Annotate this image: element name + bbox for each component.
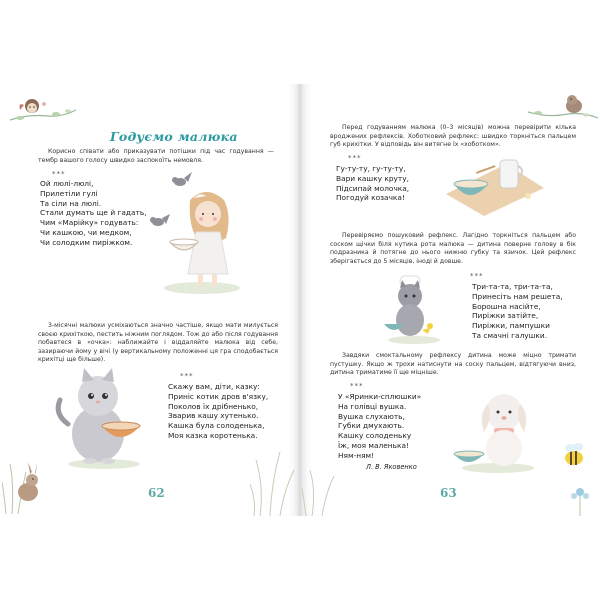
verse-line: Та смачні галушки. (472, 330, 548, 340)
sucking-reflex-paragraph: Завдяки смоктальному рефлексу дитина може міцно тримати пустушку. Якщо ж трохи натиснути на соску пальцем, відтягуючи вниз, дитина триматиме її ще міцніше. (330, 352, 576, 377)
verse-line: Чи кашкою, чи медком, (40, 227, 132, 237)
cat-chef-illustration (380, 272, 448, 346)
rabbit-in-grass-illustration (2, 434, 62, 514)
verse-line: Кашка була солоденька, (168, 421, 265, 431)
verse-line: Приніс котик дров в'язку, (168, 391, 269, 401)
verse-line: Пиріжки затійте, (472, 311, 539, 321)
verse-line: Чим «Марійку» годувать: (40, 218, 139, 228)
verse-line: Борошна насійте, (472, 301, 541, 311)
author-credit: Л. В. Яковенко (366, 462, 417, 471)
verse-line: Принесіть нам решета, (472, 291, 563, 301)
verse-line: Стали думать ще й гадать, (40, 208, 147, 218)
verse-line: Вари кашку круту, (336, 173, 409, 183)
verse-separator: *** (350, 382, 364, 390)
grass-illustration (302, 456, 362, 516)
pies-verse (472, 282, 563, 341)
girl-with-bowl-illustration (140, 166, 250, 296)
verse-line: Скажу вам, діти, казку: (168, 382, 260, 391)
verse-line: Підсипай молочка, (336, 183, 410, 193)
flower-illustration (562, 480, 598, 516)
page-number: 62 (148, 486, 165, 500)
verse-line: Зварив кашу хутенько. (168, 411, 259, 421)
reflex-intro-paragraph: Перед годуванням малюка (0–3 місяців) можна перевірити кілька вроджених рефлексів. Хоботковий рефлекс: швидко торкніться пальцем губ крихітки. У відповідь він витягне їх «хоботком». (330, 124, 576, 149)
left-page (2, 84, 298, 516)
milk-and-porridge-illustration (436, 154, 546, 216)
porridge-verse (336, 164, 409, 203)
verse-separator: *** (180, 372, 194, 380)
verse-separator: *** (52, 170, 66, 178)
cat-with-bowl-illustration (54, 364, 154, 474)
verse-separator: *** (348, 154, 362, 162)
right-page (302, 84, 598, 516)
search-reflex-paragraph: Перевіряємо пошуковий рефлекс. Лагідно торкніться пальцем або соском щічки біля кутика рота малюка — дитина поверне голову в бік подразника й потягне до нього нижню губку та язичок. Цей рефлекс зберігається до 5 місяців, іноді й довше. (330, 232, 576, 265)
page-number: 63 (440, 486, 457, 500)
verse-line: Моя казка коротенька. (168, 430, 258, 440)
verse-line: Прилетіли гулі (40, 188, 98, 198)
grass-illustration (250, 440, 298, 516)
verse-line: Три-та-та, три-та-та, (472, 282, 553, 291)
page-title: Годуємо малюка (110, 129, 238, 144)
intro-paragraph: Корисно співати або приказувати потішки під час годування — тембр вашого голосу швидко заспокоїть немовля. (38, 148, 274, 164)
verse-line: Вушка слухають, (338, 411, 405, 421)
verse-line: Погодуй козачка! (336, 193, 405, 203)
lullaby-verse (40, 179, 147, 248)
verse-line: Гу-ту-ту, гу-ту-ту, (336, 164, 406, 173)
verse-line: Їж, моя маленька! (338, 440, 409, 450)
verse-line: Пиріжки, пампушки (472, 321, 550, 331)
verse-separator: *** (470, 272, 484, 280)
verse-line: На голівці вушка. (338, 401, 407, 411)
smile-paragraph: 3-місячні малюки усміхаються значно частіше, якщо мати милується своєю крихіткою, пестить ніжним поглядом. Тож до або після годування побавтеся в «очка»: наближайте і віддаляйте малюка від себе, зазираючи йому у вічі (у вертикальному положенні ця гра сподобається крихітці ще більше). (38, 322, 278, 364)
puppy-with-bowl-illustration (450, 384, 540, 476)
verse-line: Чи солодким пиріжком. (40, 237, 133, 247)
verse-line: Ой люлі-люлі, (40, 179, 94, 188)
verse-line: Поколов їх дрібненько, (168, 401, 259, 411)
bird-branch-illustration (8, 90, 78, 130)
cat-tale-verse (168, 382, 268, 441)
bee-illustration (556, 440, 590, 472)
verse-line: У «Яринки-сплюшки» (338, 392, 422, 401)
verse-line: Губки дмухають. (338, 421, 405, 431)
verse-line: Ням-ням! (338, 450, 375, 460)
verse-line: Та сіли на люлі. (40, 198, 102, 208)
verse-line: Кашку солоденьку (338, 431, 412, 441)
